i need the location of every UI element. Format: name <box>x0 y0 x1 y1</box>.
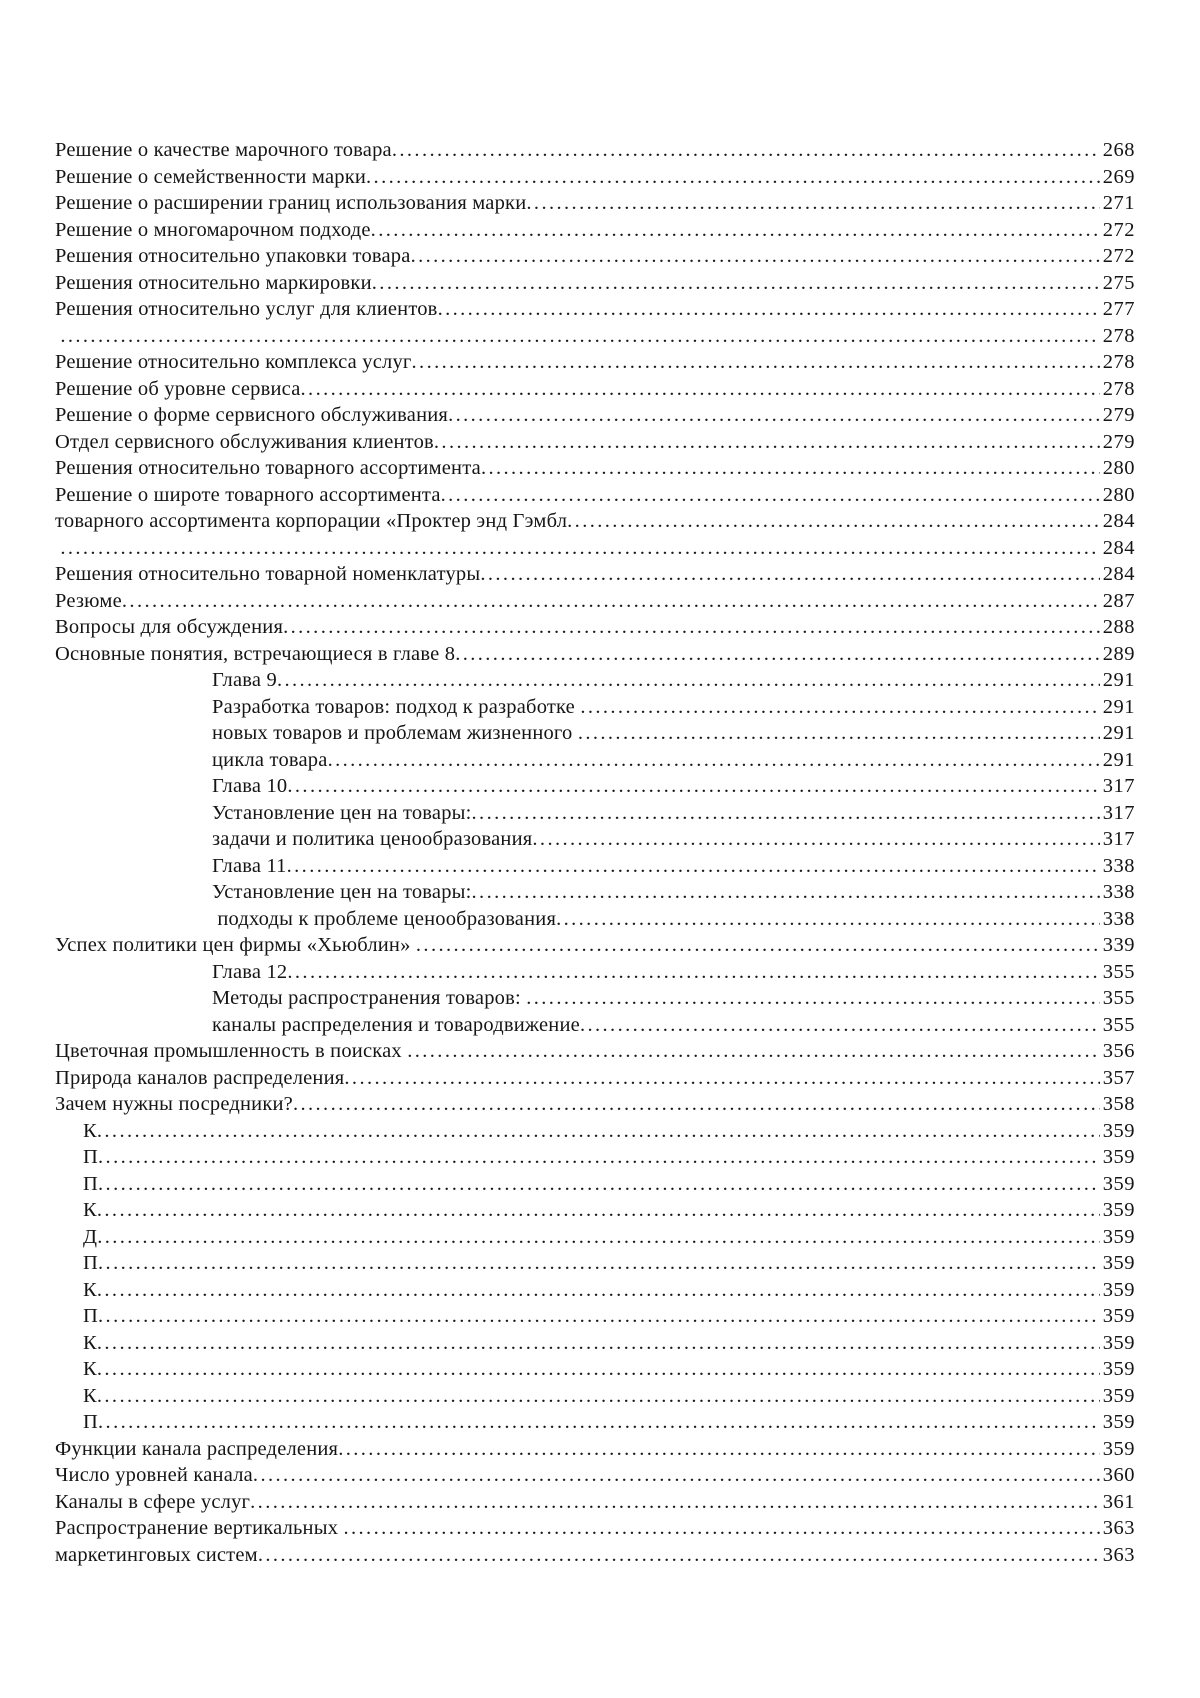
toc-entry-page: 291 <box>1102 748 1135 771</box>
toc-entry <box>55 1144 1135 1171</box>
toc-entry-title: Решение о форме сервисного обслуживания <box>55 404 449 426</box>
toc-entry <box>55 1197 1135 1224</box>
toc-entry-title: К <box>83 1199 97 1221</box>
toc-entry <box>55 535 1135 562</box>
toc-entry <box>55 1409 1135 1436</box>
toc-entry <box>55 482 1135 509</box>
dot-leader <box>283 614 1100 641</box>
dot-leader <box>287 853 1100 880</box>
toc-entry-title: П <box>83 1411 99 1433</box>
toc-entry-title: Число уровней канала <box>55 1464 253 1486</box>
toc-entry-page: 359 <box>1102 1384 1135 1407</box>
dot-leader <box>455 641 1100 668</box>
toc-entry-page: 359 <box>1102 1278 1135 1301</box>
toc-entry-page: 271 <box>1102 192 1135 214</box>
dot-leader <box>480 561 1099 588</box>
toc-entry-title: Решение относительно комплекса услуг <box>55 351 412 373</box>
toc-entry <box>55 985 1135 1012</box>
toc-list <box>55 137 1135 1568</box>
dot-leader <box>343 1515 1099 1542</box>
toc-entry-title: П <box>83 1305 99 1327</box>
toc-entry-page: 338 <box>1102 881 1135 903</box>
dot-leader <box>472 800 1100 827</box>
toc-entry-title: каналы распределения и товародвижение <box>212 1013 580 1036</box>
dot-leader <box>60 535 1099 562</box>
toc-entry <box>55 588 1135 615</box>
toc-entry-page: 338 <box>1102 907 1135 930</box>
toc-entry <box>55 720 1135 747</box>
toc-entry-page: 355 <box>1102 960 1135 983</box>
toc-entry-page: 280 <box>1102 483 1135 506</box>
dot-leader <box>532 826 1099 853</box>
toc-entry <box>55 349 1135 376</box>
toc-entry-title: Глава 12 <box>212 960 288 983</box>
toc-entry-page: 338 <box>1102 854 1135 877</box>
toc-entry-title: Установление цен на товары: <box>212 881 472 903</box>
toc-entry-title: новых товаров и проблемам жизненного <box>212 722 578 744</box>
toc-entry-title: Успех политики цен фирмы «Хьюблин» <box>55 934 416 956</box>
toc-entry-title: Решение о семейственности марки <box>55 165 367 188</box>
toc-entry <box>55 667 1135 694</box>
toc-entry-title: П <box>83 1252 99 1274</box>
toc-entry <box>55 1091 1135 1118</box>
toc-entry-title: Решение об уровне сервиса <box>55 377 301 400</box>
toc-entry-page: 279 <box>1102 430 1135 453</box>
toc-entry-title: задачи и политика ценообразования <box>212 828 533 850</box>
toc-entry-title: Решения относительно услуг для клиентов <box>55 298 438 320</box>
toc-entry-title: подходы к проблеме ценообразования <box>212 907 557 930</box>
toc-entry-title: Глава 10 <box>212 775 288 797</box>
toc-entry-title: П <box>83 1172 99 1195</box>
dot-leader <box>578 720 1100 747</box>
toc-entry-title: Природа каналов распределения <box>55 1066 345 1089</box>
dot-leader <box>277 667 1100 694</box>
dot-leader <box>567 508 1100 535</box>
toc-entry-title: Решения относительно маркировки <box>55 271 372 294</box>
dot-leader <box>416 932 1100 959</box>
toc-entry-title: Методы распространения товаров: <box>212 987 527 1009</box>
dot-leader <box>472 879 1100 906</box>
toc-entry <box>55 1356 1135 1383</box>
toc-entry <box>55 190 1135 217</box>
toc-entry-title: Решения относительно товарного ассортимента <box>55 457 481 479</box>
toc-entry-page: 278 <box>1102 351 1135 373</box>
dot-leader <box>97 1383 1100 1410</box>
dot-leader <box>344 1065 1099 1092</box>
toc-entry <box>55 561 1135 588</box>
toc-entry <box>55 1038 1135 1065</box>
toc-entry <box>55 376 1135 403</box>
toc-entry-page: 269 <box>1102 165 1135 188</box>
toc-entry <box>55 1462 1135 1489</box>
dot-leader <box>98 1409 1100 1436</box>
toc-entry-page: 278 <box>1102 377 1135 400</box>
dot-leader <box>250 1489 1100 1516</box>
toc-entry <box>55 641 1135 668</box>
toc-entry-title: Функции канала распределения <box>55 1437 339 1460</box>
toc-entry-page: 272 <box>1102 218 1135 241</box>
dot-leader <box>526 190 1099 217</box>
toc-entry-title: К <box>83 1119 97 1142</box>
toc-entry <box>55 137 1135 164</box>
toc-entry-page: 357 <box>1102 1066 1135 1089</box>
dot-leader <box>97 1330 1100 1357</box>
toc-entry <box>55 1383 1135 1410</box>
dot-leader <box>580 1012 1100 1039</box>
toc-entry-page: 356 <box>1102 1040 1135 1062</box>
toc-entry-page: 317 <box>1102 828 1135 850</box>
toc-entry <box>55 694 1135 721</box>
toc-entry-page: 277 <box>1102 298 1135 320</box>
dot-leader <box>328 747 1100 774</box>
toc-entry <box>55 508 1135 535</box>
toc-entry-title: К <box>83 1278 97 1301</box>
dot-leader <box>122 588 1100 615</box>
toc-entry <box>55 1436 1135 1463</box>
toc-entry <box>55 932 1135 959</box>
toc-entry-page: 363 <box>1102 1517 1135 1539</box>
toc-entry <box>55 323 1135 350</box>
toc-entry <box>55 270 1135 297</box>
toc-entry <box>55 773 1135 800</box>
toc-entry <box>55 1277 1135 1304</box>
toc-entry-title: Решение о широте товарного ассортимента <box>55 483 441 506</box>
toc-entry-title: К <box>83 1384 97 1407</box>
dot-leader <box>98 1250 1100 1277</box>
dot-leader <box>481 455 1100 482</box>
toc-entry-title: маркетинговых систем <box>55 1543 258 1566</box>
toc-entry-title: Отдел сервисного обслуживания клиентов <box>55 430 434 453</box>
toc-entry <box>55 1171 1135 1198</box>
toc-entry-page: 363 <box>1102 1543 1135 1566</box>
dot-leader <box>407 1038 1100 1065</box>
toc-entry-page: 291 <box>1102 669 1135 691</box>
toc-entry <box>55 853 1135 880</box>
toc-entry-page: 284 <box>1102 563 1135 585</box>
toc-entry <box>55 217 1135 244</box>
dot-leader <box>411 243 1100 270</box>
toc-entry-page: 317 <box>1102 801 1135 824</box>
toc-entry <box>55 1118 1135 1145</box>
toc-entry-title: Глава 11 <box>212 854 287 877</box>
toc-entry <box>55 1489 1135 1516</box>
dot-leader <box>287 959 1099 986</box>
toc-entry-page: 268 <box>1102 139 1135 161</box>
toc-entry-page: 289 <box>1102 642 1135 665</box>
toc-entry-page: 359 <box>1102 1252 1135 1274</box>
toc-entry-title: цикла товара <box>212 748 328 771</box>
toc-entry-page: 284 <box>1102 536 1135 559</box>
toc-entry <box>55 1542 1135 1569</box>
toc-entry <box>55 906 1135 933</box>
dot-leader <box>338 1436 1100 1463</box>
toc-entry-title: Вопросы для обсуждения <box>55 616 284 638</box>
dot-leader <box>97 1277 1100 1304</box>
toc-entry <box>55 800 1135 827</box>
dot-leader <box>97 1356 1100 1383</box>
toc-entry <box>55 1303 1135 1330</box>
toc-entry-page: 284 <box>1102 510 1135 532</box>
toc-entry <box>55 429 1135 456</box>
toc-entry-page: 359 <box>1102 1225 1135 1248</box>
dot-leader <box>287 773 1099 800</box>
toc-entry-title: товарного ассортимента корпорации «Проктер энд Гэмбл <box>55 510 568 532</box>
toc-entry-title: К <box>83 1358 97 1380</box>
toc-entry-title: Решение о расширении границ использования марки <box>55 192 527 214</box>
toc-entry <box>55 1224 1135 1251</box>
dot-leader <box>372 270 1100 297</box>
toc-entry-title: Решение о качестве марочного товара <box>55 139 392 161</box>
toc-entry <box>55 959 1135 986</box>
toc-entry-title: Д <box>83 1225 98 1248</box>
dot-leader <box>98 1303 1100 1330</box>
toc-entry-page: 280 <box>1102 457 1135 479</box>
dot-leader <box>253 1462 1100 1489</box>
toc-entry-page: 355 <box>1102 1013 1135 1036</box>
toc-entry <box>55 747 1135 774</box>
toc-entry-page: 287 <box>1102 589 1135 612</box>
dot-leader <box>60 323 1099 350</box>
toc-entry-title: Резюме <box>55 589 122 612</box>
toc-entry <box>55 455 1135 482</box>
dot-leader <box>98 1144 1100 1171</box>
toc-entry-title: Решение о многомарочном подходе <box>55 218 371 241</box>
toc-entry <box>55 164 1135 191</box>
toc-entry-title: Решения относительно товарной номенклатуры <box>55 563 481 585</box>
dot-leader <box>97 1224 1100 1251</box>
toc-entry-page: 278 <box>1102 324 1135 347</box>
toc-entry-page: 359 <box>1102 1358 1135 1380</box>
toc-entry <box>55 402 1135 429</box>
toc-entry-title: Глава 9 <box>212 669 277 691</box>
dot-leader <box>366 164 1100 191</box>
toc-entry-page: 279 <box>1102 404 1135 426</box>
toc-entry <box>55 826 1135 853</box>
toc-entry-page: 291 <box>1102 722 1135 744</box>
dot-leader <box>434 429 1100 456</box>
toc-entry <box>55 879 1135 906</box>
dot-leader <box>98 1171 1100 1198</box>
dot-leader <box>301 376 1100 403</box>
toc-entry-page: 272 <box>1102 245 1135 267</box>
toc-entry-title: Решения относительно упаковки товара <box>55 245 411 267</box>
dot-leader <box>412 349 1100 376</box>
toc-entry-page: 359 <box>1102 1331 1135 1354</box>
dot-leader <box>438 296 1100 323</box>
dot-leader <box>97 1197 1100 1224</box>
toc-entry-page: 360 <box>1102 1464 1135 1486</box>
toc-entry <box>55 243 1135 270</box>
dot-leader <box>371 217 1100 244</box>
toc-entry <box>55 1515 1135 1542</box>
toc-entry-page: 339 <box>1102 934 1135 956</box>
dot-leader <box>448 402 1100 429</box>
toc-entry-page: 361 <box>1102 1490 1135 1513</box>
toc-entry <box>55 1065 1135 1092</box>
dot-leader <box>293 1091 1100 1118</box>
toc-entry-title: П <box>83 1146 99 1168</box>
toc-entry-title: К <box>83 1331 97 1354</box>
dot-leader <box>526 985 1100 1012</box>
toc-entry-page: 355 <box>1102 987 1135 1009</box>
toc-entry-title: Установление цен на товары: <box>212 801 472 824</box>
toc-entry-page: 291 <box>1102 695 1135 718</box>
dot-leader <box>97 1118 1100 1145</box>
toc-entry-title: Каналы в сфере услуг <box>55 1490 251 1513</box>
toc-entry-page: 358 <box>1102 1093 1135 1115</box>
toc-entry-page: 359 <box>1102 1437 1135 1460</box>
toc-entry-page: 359 <box>1102 1199 1135 1221</box>
toc-entry-title: Зачем нужны посредники? <box>55 1093 293 1115</box>
dot-leader <box>441 482 1100 509</box>
dot-leader <box>258 1542 1100 1569</box>
dot-leader <box>556 906 1100 933</box>
toc-entry-title: Разработка товаров: подход к разработке <box>212 695 581 718</box>
dot-leader <box>580 694 1099 721</box>
toc-entry <box>55 1330 1135 1357</box>
toc-entry-title: Распространение вертикальных <box>55 1517 344 1539</box>
dot-leader <box>392 137 1100 164</box>
toc-entry-title: Основные понятия, встречающиеся в главе 8 <box>55 642 456 665</box>
toc-entry-page: 317 <box>1102 775 1135 797</box>
toc-entry-title: Цветочная промышленность в поисках <box>55 1040 408 1062</box>
toc-entry <box>55 1250 1135 1277</box>
toc-entry <box>55 296 1135 323</box>
toc-entry-page: 359 <box>1102 1119 1135 1142</box>
toc-entry-page: 359 <box>1102 1172 1135 1195</box>
toc-entry-page: 359 <box>1102 1411 1135 1433</box>
toc-entry-page: 359 <box>1102 1146 1135 1168</box>
toc-entry <box>55 614 1135 641</box>
toc-entry-page: 288 <box>1102 616 1135 638</box>
toc-entry-page: 359 <box>1102 1305 1135 1327</box>
toc-entry-page: 275 <box>1102 271 1135 294</box>
toc-entry <box>55 1012 1135 1039</box>
